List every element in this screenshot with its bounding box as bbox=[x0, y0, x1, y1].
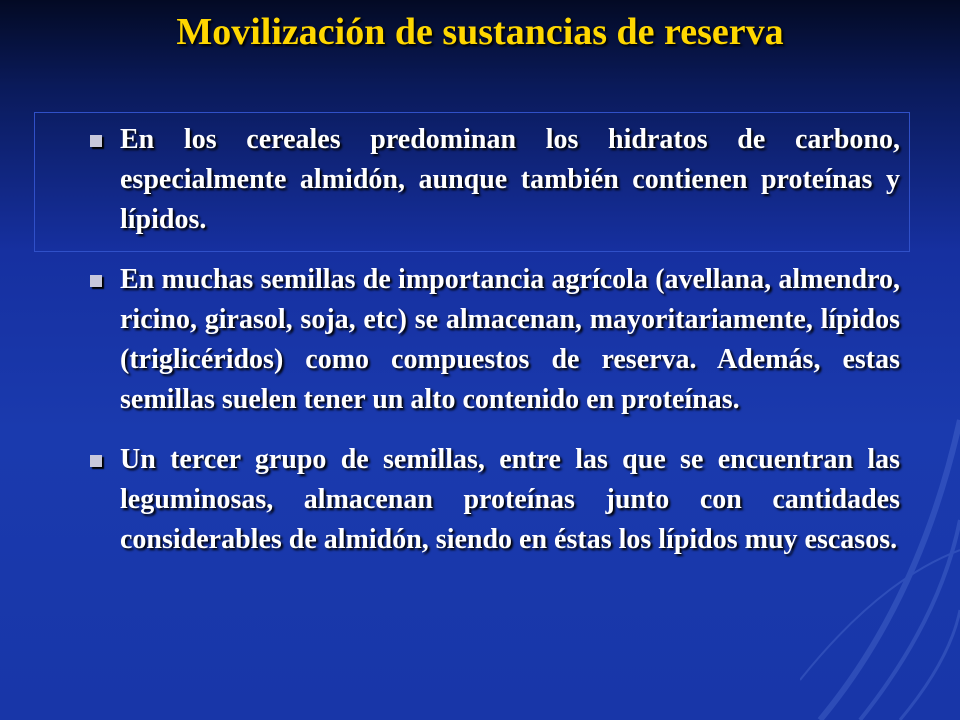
bullet-item-lipidos bbox=[90, 260, 900, 420]
square-bullet-icon bbox=[90, 275, 102, 287]
square-bullet-icon bbox=[90, 455, 102, 467]
bullet-text: Un tercer grupo de semillas, entre las que se encuentran las leguminosas, almacenan proteínas junto con cantidades considerables de almidón, siendo en éstas los lípidos muy escasos. bbox=[120, 444, 900, 555]
slide-title: Movilización de sustancias de reserva bbox=[176, 11, 784, 53]
bullet-text: En muchas semillas de importancia agrícola (avellana, almendro, ricino, girasol, soja, etc) se almacenan, mayoritariamente, lípidos (triglicéridos) como compuestos de reserva. Además, estas semillas suelen tener un alto contenido en proteínas. bbox=[120, 264, 900, 415]
bullet-item-cereales bbox=[90, 120, 900, 240]
bullet-item-leguminosas bbox=[90, 440, 900, 560]
bullet-list bbox=[90, 120, 900, 580]
square-bullet-icon bbox=[90, 135, 102, 147]
bullet-text: En los cereales predominan los hidratos de carbono, especialmente almidón, aunque también contienen proteínas y lípidos. bbox=[120, 124, 900, 235]
